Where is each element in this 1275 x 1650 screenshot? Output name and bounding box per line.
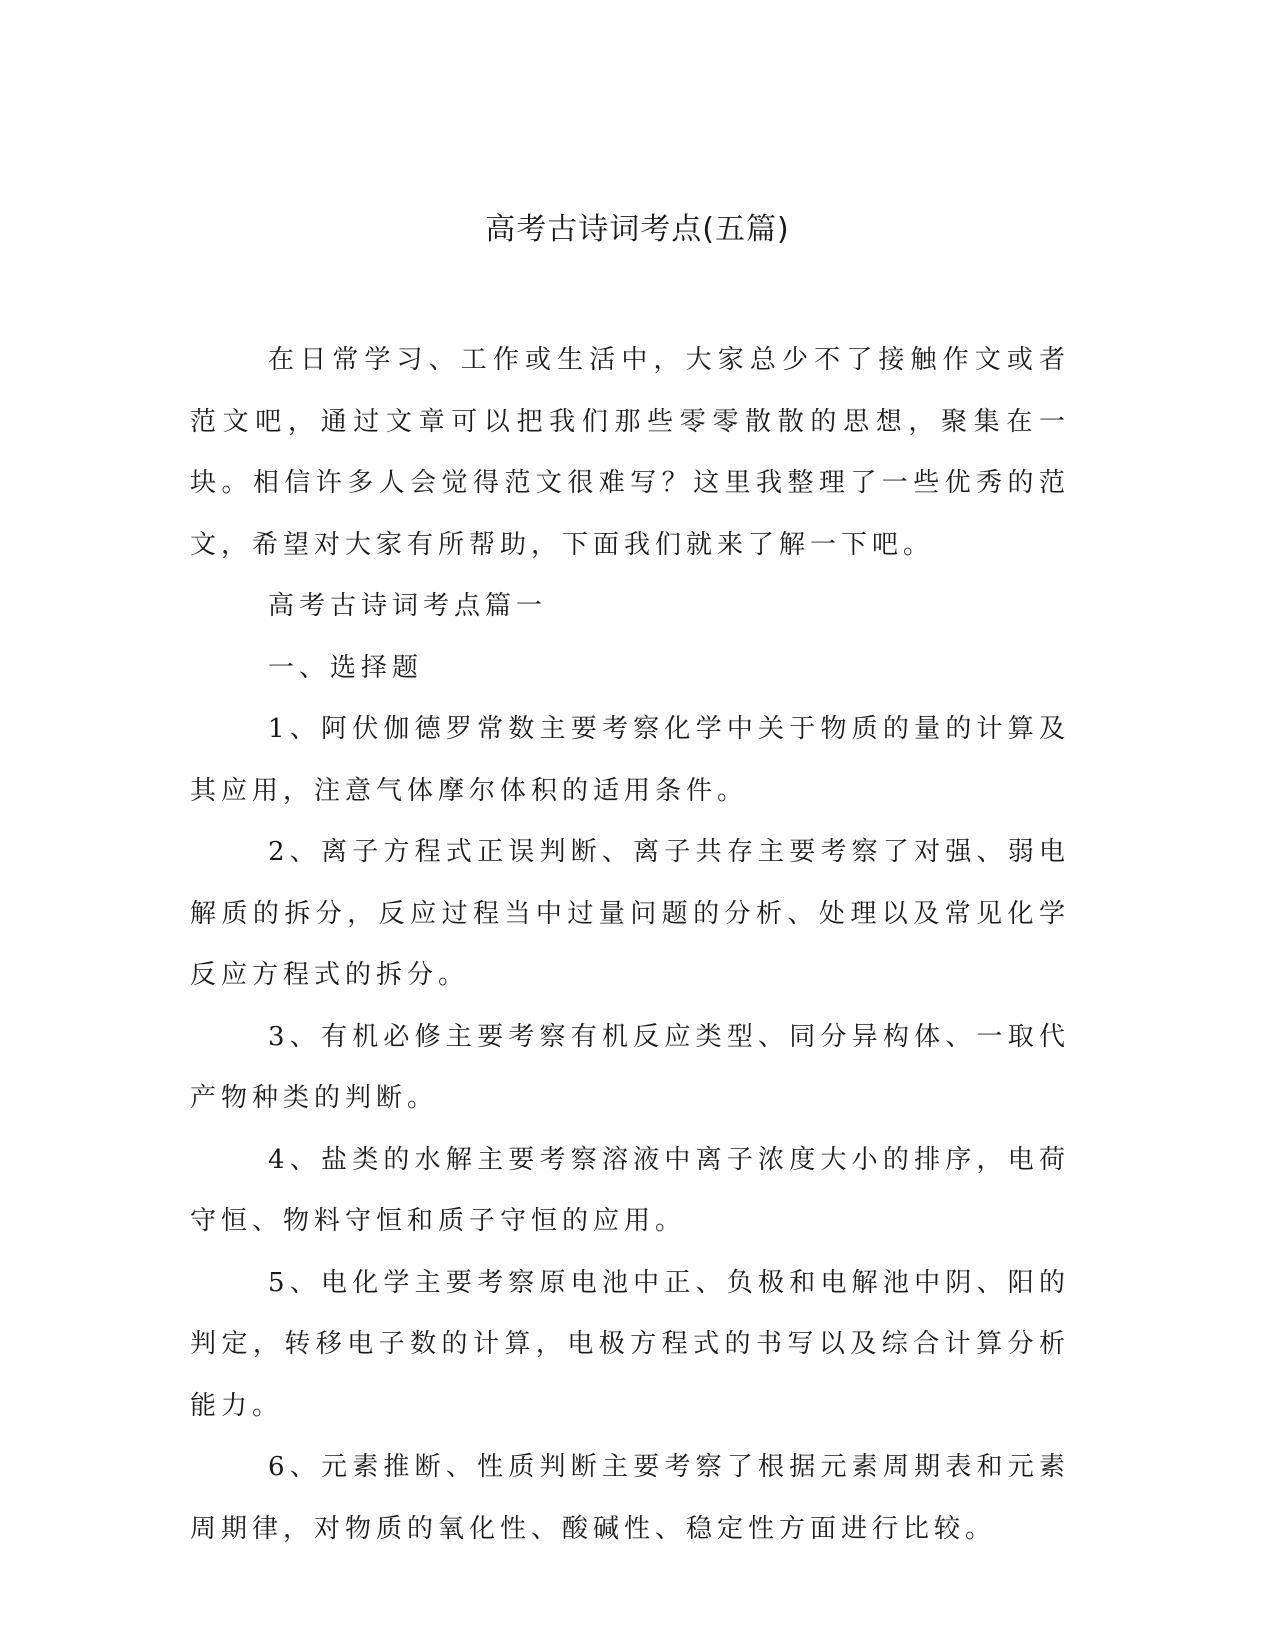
section-heading: 高考古诗词考点篇一 — [268, 591, 548, 621]
list-item: 5、电化学主要考察原电池中正、负极和电解池中阴、阳的判定，转移电子数的计算，电极方程式的书写以及综合计算分析能力。 — [190, 1267, 1070, 1421]
list-item: 4、盐类的水解主要考察溶液中离子浓度大小的排序，电荷守恒、物料守恒和质子守恒的应用。 — [190, 1144, 1070, 1236]
subsection-heading: 一、选择题 — [268, 652, 424, 683]
list-item: 2、离子方程式正误判断、离子共存主要考察了对强、弱电解质的拆分，反应过程当中过量问题的分析、处理以及常见化学反应方程式的拆分。 — [190, 837, 1070, 990]
list-item: 3、有机必修主要考察有机反应类型、同分异构体、一取代产物种类的判断。 — [190, 1021, 1070, 1113]
document-body — [190, 330, 1070, 1560]
list-item: 1、阿伏伽德罗常数主要考察化学中关于物质的量的计算及其应用，注意气体摩尔体积的适用条件。 — [190, 714, 1070, 806]
list-item: 6、元素推断、性质判断主要考察了根据元素周期表和元素周期律，对物质的氧化性、酸碱性、稳定性方面进行比较。 — [190, 1452, 1070, 1544]
intro-paragraph: 在日常学习、工作或生活中，大家总少不了接触作文或者范文吧，通过文章可以把我们那些零零散散的思想，聚集在一块。相信许多人会觉得范文很难写？这里我整理了一些优秀的范文，希望对大家有所帮助，下面我们就来了解一下吧。 — [190, 345, 1070, 560]
document-title: 高考古诗词考点(五篇) — [485, 212, 790, 247]
